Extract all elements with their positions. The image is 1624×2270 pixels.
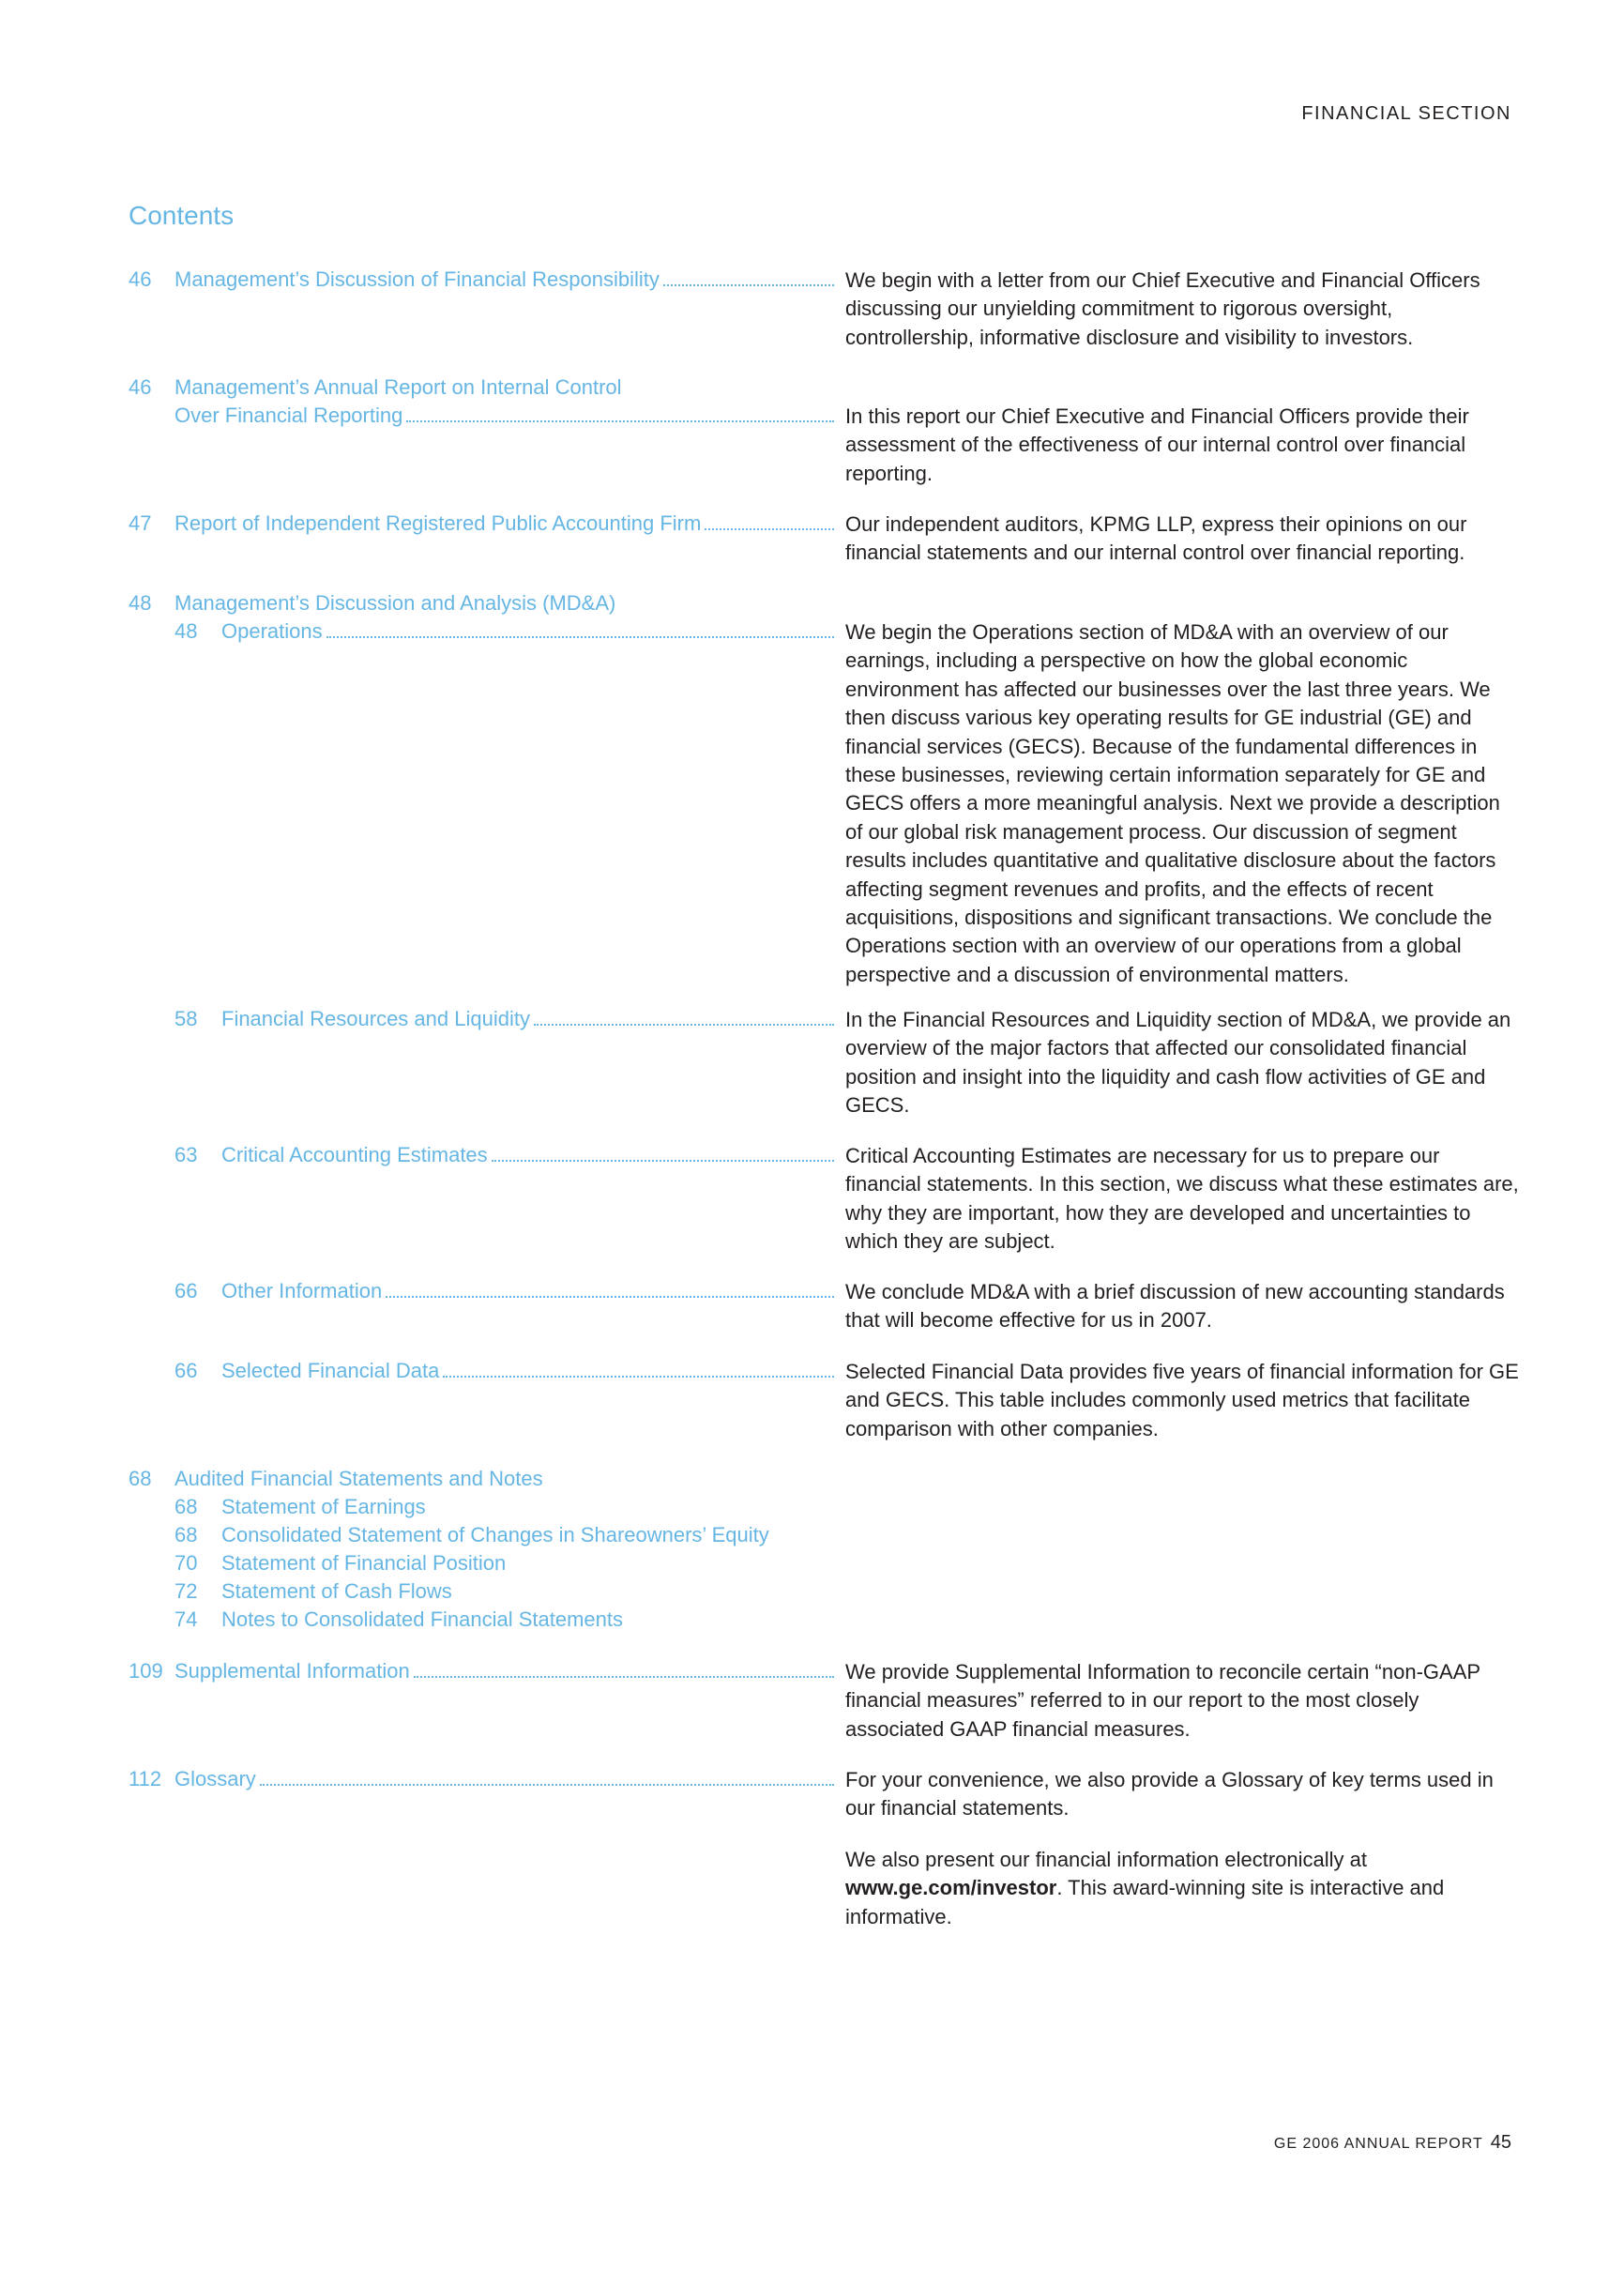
toc-link-mdna[interactable] bbox=[129, 589, 834, 617]
closing-text: . This award-winning site is interactive and informative. bbox=[845, 1876, 1445, 1928]
toc-title: Management’s Discussion of Financial Responsibility bbox=[175, 267, 660, 291]
dot-leader bbox=[443, 1376, 834, 1378]
toc-title: Notes to Consolidated Financial Statements bbox=[221, 1607, 624, 1631]
investor-website-link[interactable]: www.ge.com/investor bbox=[845, 1876, 1057, 1900]
toc-page-number: 72 bbox=[175, 1579, 198, 1603]
toc-link-operations[interactable] bbox=[129, 617, 834, 646]
dot-leader bbox=[705, 528, 834, 530]
toc-title: Other Information bbox=[221, 1279, 383, 1303]
toc-description: We begin with a letter from our Chief Executive and Financial Officers discussing our unyielding commitment to rigorous oversight, controllership, informative disclosure and visibility to investors. bbox=[845, 268, 1480, 349]
dot-leader bbox=[534, 1024, 834, 1026]
toc-page-number: 58 bbox=[175, 1007, 198, 1030]
toc-link-auditor-report[interactable] bbox=[129, 510, 834, 538]
toc-page-number: 70 bbox=[175, 1551, 198, 1575]
dot-leader bbox=[414, 1676, 834, 1678]
toc-description: We conclude MD&A with a brief discussion of new accounting standards that will become effective for us in 2007. bbox=[845, 1280, 1505, 1333]
toc-description: In this report our Chief Executive and Financial Officers provide their assessment of the effectiveness of our internal control over financial reporting. bbox=[845, 404, 1469, 485]
dot-leader bbox=[326, 636, 834, 638]
toc-title: Audited Financial Statements and Notes bbox=[175, 1467, 543, 1490]
toc-title: Critical Accounting Estimates bbox=[221, 1143, 488, 1166]
toc-page-number: 66 bbox=[175, 1359, 198, 1382]
toc-title: Over Financial Reporting bbox=[175, 404, 403, 427]
dot-leader bbox=[386, 1296, 834, 1298]
toc-title: Consolidated Statement of Changes in Shareowners’ Equity bbox=[221, 1523, 769, 1546]
toc-description: In the Financial Resources and Liquidity section of MD&A, we provide an overview of the major factors that affected our consolidated financial position and insight into the liquidity and cash flow activities of GE and GECS. bbox=[845, 1008, 1511, 1118]
toc-page-number: 68 bbox=[129, 1467, 152, 1490]
toc-title: Statement of Financial Position bbox=[221, 1551, 507, 1575]
toc-title: Operations bbox=[221, 619, 323, 643]
dot-leader bbox=[260, 1784, 834, 1786]
toc-link-shareowners-equity[interactable] bbox=[129, 1521, 834, 1549]
toc-link-notes[interactable] bbox=[129, 1606, 834, 1634]
toc-page-number: 74 bbox=[175, 1607, 198, 1631]
dot-leader bbox=[406, 420, 834, 422]
toc-title: Glossary bbox=[175, 1767, 256, 1790]
toc-link-financial-position[interactable] bbox=[129, 1549, 834, 1577]
section-label: FINANCIAL SECTION bbox=[1301, 103, 1511, 124]
toc-title: Financial Resources and Liquidity bbox=[221, 1007, 530, 1030]
toc-link-audited-statements[interactable] bbox=[129, 1465, 834, 1493]
dot-leader bbox=[492, 1160, 834, 1162]
toc-link-other-information[interactable] bbox=[129, 1277, 834, 1305]
toc-description: Critical Accounting Estimates are necessary for us to prepare our financial statements. In this section, we discuss what these estimates are, why they are important, how they are developed and uncertainties to which they are subject. bbox=[845, 1144, 1519, 1254]
page-number: 45 bbox=[1490, 2132, 1511, 2153]
toc-page-number: 66 bbox=[175, 1279, 198, 1303]
footer-label: GE 2006 ANNUAL REPORT bbox=[1273, 2136, 1483, 2152]
toc-link-financial-resources[interactable] bbox=[129, 1005, 834, 1033]
toc-link-selected-financial-data[interactable] bbox=[129, 1357, 834, 1385]
toc-link-statement-of-earnings[interactable] bbox=[129, 1493, 834, 1521]
toc-page-number: 47 bbox=[129, 511, 152, 535]
toc-description: Selected Financial Data provides five years of financial information for GE and GECS. This table includes commonly used metrics that facilitate comparison with other companies. bbox=[845, 1360, 1519, 1440]
toc-page-number: 46 bbox=[129, 375, 152, 399]
toc-description: Our independent auditors, KPMG LLP, express their opinions on our financial statements and our internal control over financial reporting. bbox=[845, 512, 1467, 565]
toc-link-critical-accounting[interactable] bbox=[129, 1141, 834, 1169]
toc-title: Statement of Earnings bbox=[221, 1495, 426, 1518]
toc-page-number: 68 bbox=[175, 1523, 198, 1546]
toc-description: We begin the Operations section of MD&A with an overview of our earnings, including a perspective on how the global economic environment has affected our businesses over the last three years. We then discuss various key operating results for GE industrial (GE) and financial services (GECS). Because of the fundamental differences in these businesses, reviewing certain information separately for GE and GECS offers a more meaningful analysis. Next we provide a description of our global risk management process. Our discussion of segment results includes quantitative and qualitative disclosure about the factors affecting segment revenues and profits, and the effects of recent acquisitions, dispositions and significant transactions. We conclude the Operations section with an overview of our operations from a global perspective and a discussion of environmental matters. bbox=[845, 620, 1500, 986]
toc-link-internal-control-report[interactable] bbox=[129, 373, 834, 430]
toc-page-number: 46 bbox=[129, 267, 152, 291]
toc-link-glossary[interactable] bbox=[129, 1765, 834, 1793]
toc-title: Statement of Cash Flows bbox=[221, 1579, 452, 1603]
toc-description: For your convenience, we also provide a Glossary of key terms used in our financial statements. bbox=[845, 1768, 1494, 1821]
toc-description: We provide Supplemental Information to reconcile certain “non-GAAP financial measures” referred to in our report to the most closely associated GAAP financial measures. bbox=[845, 1660, 1480, 1741]
toc-page-number: 109 bbox=[129, 1659, 163, 1683]
closing-paragraph bbox=[845, 1846, 1521, 1931]
toc-title: Supplemental Information bbox=[175, 1659, 410, 1683]
contents-title: Contents bbox=[129, 201, 235, 230]
toc-title: Management’s Discussion and Analysis (MD&A) bbox=[175, 591, 616, 615]
toc-link-mgmt-discussion-responsibility[interactable] bbox=[129, 266, 834, 294]
toc-link-cash-flows[interactable] bbox=[129, 1577, 834, 1606]
toc-title: Management’s Annual Report on Internal Control bbox=[175, 375, 622, 399]
dot-leader bbox=[663, 284, 834, 286]
toc-page-number: 63 bbox=[175, 1143, 198, 1166]
toc-page-number: 48 bbox=[175, 619, 198, 643]
page-footer bbox=[1274, 2132, 1511, 2154]
closing-text: We also present our financial information electronically at bbox=[845, 1848, 1367, 1871]
toc-page-number: 48 bbox=[129, 591, 152, 615]
toc-title: Report of Independent Registered Public Accounting Firm bbox=[175, 511, 702, 535]
toc-page-number: 112 bbox=[129, 1767, 162, 1790]
toc-page-number: 68 bbox=[175, 1495, 198, 1518]
toc-title: Selected Financial Data bbox=[221, 1359, 440, 1382]
toc-link-supplemental-information[interactable] bbox=[129, 1657, 834, 1685]
